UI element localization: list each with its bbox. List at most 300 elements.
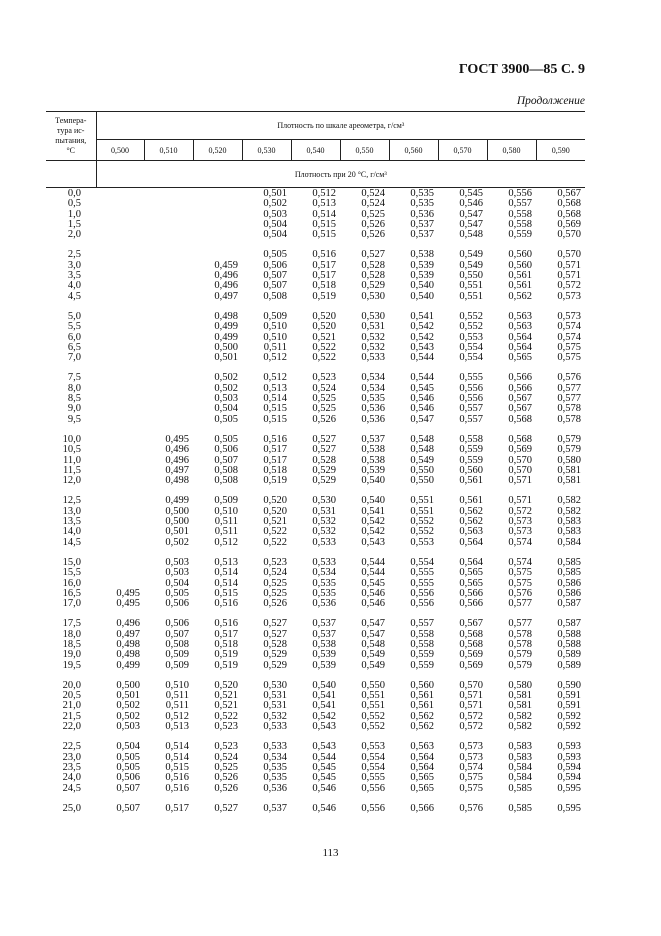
density-cell: 0,540 xyxy=(361,495,385,507)
density-cell: 0,503 xyxy=(165,556,189,568)
density-cell xyxy=(144,189,193,199)
density-cell: 0,568 xyxy=(459,628,483,640)
density-cell: 0,562 xyxy=(459,516,483,528)
density-cell: 0,536 xyxy=(410,208,434,220)
temperature-cell: 24,5 xyxy=(62,782,81,794)
temperature-cell: 2,0 xyxy=(67,229,81,241)
density-cell: 0,502 xyxy=(116,700,140,712)
temperature-cell: 17,5 xyxy=(62,618,81,630)
density-cell: 0,577 xyxy=(508,618,532,630)
density-cell xyxy=(144,343,193,353)
density-cell: 0,576 xyxy=(508,587,532,599)
density-cell: 0,552 xyxy=(361,721,385,733)
density-cell: 0,524 xyxy=(263,567,287,579)
table-row xyxy=(46,722,585,732)
density-cell: 0,582 xyxy=(557,495,581,507)
density-cell: 0,522 xyxy=(263,526,287,538)
density-cell: 0,503 xyxy=(116,721,140,733)
density-cell: 0,508 xyxy=(165,638,189,650)
density-cell: 0,502 xyxy=(263,198,287,210)
density-cell xyxy=(96,415,144,425)
temperature-cell: 1,0 xyxy=(67,208,81,220)
temperature-cell: 16,0 xyxy=(62,577,81,589)
density-cell: 0,551 xyxy=(361,690,385,702)
temperature-cell: 20,5 xyxy=(62,690,81,702)
density-cell: 0,529 xyxy=(361,280,385,292)
density-cell: 0,573 xyxy=(459,751,483,763)
density-cell: 0,518 xyxy=(312,280,336,292)
density-cell: 0,544 xyxy=(410,352,434,364)
temperature-cell: 7,0 xyxy=(67,352,81,364)
density-cell: 0,508 xyxy=(263,290,287,302)
density-cell xyxy=(96,527,144,537)
density-cell: 0,551 xyxy=(459,280,483,292)
density-cell: 0,560 xyxy=(508,249,532,261)
density-cell: 0,515 xyxy=(312,229,336,241)
density-cell: 0,546 xyxy=(312,802,336,814)
density-cell xyxy=(144,415,193,425)
density-cell: 0,499 xyxy=(214,321,238,333)
density-cell: 0,518 xyxy=(263,464,287,476)
density-cell: 0,506 xyxy=(165,618,189,630)
density-cell: 0,566 xyxy=(508,372,532,384)
density-cell: 0,557 xyxy=(459,403,483,415)
density-cell: 0,529 xyxy=(263,659,287,671)
density-cell: 0,545 xyxy=(410,382,434,394)
density-cell: 0,571 xyxy=(557,259,581,271)
density-cell: 0,587 xyxy=(557,618,581,630)
density-cell: 0,509 xyxy=(165,659,189,671)
density-cell: 0,521 xyxy=(214,700,238,712)
density-cell xyxy=(96,538,144,548)
column-header: 0,530 xyxy=(242,140,291,161)
density-cell: 0,535 xyxy=(263,761,287,773)
density-table xyxy=(46,189,585,814)
temperature-cell: 3,5 xyxy=(67,270,81,282)
density-cell: 0,546 xyxy=(410,393,434,405)
density-cell: 0,577 xyxy=(557,393,581,405)
density-cell: 0,568 xyxy=(508,433,532,445)
density-cell: 0,572 xyxy=(459,721,483,733)
density-cell: 0,506 xyxy=(214,444,238,456)
density-cell: 0,557 xyxy=(410,618,434,630)
density-cell: 0,509 xyxy=(214,495,238,507)
density-cell xyxy=(96,445,144,455)
density-cell xyxy=(96,333,144,343)
density-cell: 0,549 xyxy=(361,649,385,661)
density-cell: 0,539 xyxy=(361,464,385,476)
density-cell: 0,552 xyxy=(459,310,483,322)
temperature-cell: 10,0 xyxy=(62,433,81,445)
density-cell: 0,563 xyxy=(410,741,434,753)
density-cell: 0,595 xyxy=(557,802,581,814)
density-cell: 0,532 xyxy=(263,710,287,722)
density-cell xyxy=(96,476,144,486)
column-header: 0,570 xyxy=(438,140,487,161)
density-cell: 0,573 xyxy=(508,516,532,528)
density-cell: 0,535 xyxy=(410,188,434,199)
density-cell: 0,514 xyxy=(214,577,238,589)
density-cell: 0,509 xyxy=(165,649,189,661)
density-cell xyxy=(144,210,193,220)
density-cell: 0,573 xyxy=(508,526,532,538)
density-cell: 0,542 xyxy=(312,710,336,722)
density-cell xyxy=(96,558,144,568)
density-cell xyxy=(96,199,144,209)
density-cell: 0,591 xyxy=(557,690,581,702)
density-cell: 0,556 xyxy=(508,188,532,199)
density-cell: 0,556 xyxy=(410,598,434,610)
column-header: 0,500 xyxy=(96,140,144,161)
density-cell xyxy=(144,220,193,230)
density-cell: 0,592 xyxy=(557,721,581,733)
density-cell: 0,564 xyxy=(410,761,434,773)
density-cell: 0,572 xyxy=(508,505,532,517)
density-cell: 0,545 xyxy=(459,188,483,199)
density-cell: 0,573 xyxy=(557,290,581,302)
density-cell: 0,575 xyxy=(557,352,581,364)
temperature-cell: 13,0 xyxy=(62,505,81,517)
density-cell: 0,523 xyxy=(214,721,238,733)
density-cell: 0,562 xyxy=(508,290,532,302)
density-cell: 0,501 xyxy=(116,690,140,702)
density-cell: 0,504 xyxy=(165,577,189,589)
density-cell: 0,561 xyxy=(459,475,483,487)
density-cell xyxy=(96,210,144,220)
density-cell: 0,532 xyxy=(361,331,385,343)
density-cell xyxy=(144,250,193,260)
density-cell: 0,517 xyxy=(165,802,189,814)
density-cell: 0,569 xyxy=(459,659,483,671)
density-cell xyxy=(144,394,193,404)
density-cell: 0,505 xyxy=(214,413,238,425)
density-cell: 0,567 xyxy=(508,393,532,405)
density-cell: 0,575 xyxy=(459,772,483,784)
density-cell: 0,546 xyxy=(459,198,483,210)
density-cell: 0,546 xyxy=(361,587,385,599)
density-cell: 0,534 xyxy=(312,567,336,579)
density-cell: 0,511 xyxy=(214,516,238,528)
density-cell: 0,528 xyxy=(361,270,385,282)
density-cell xyxy=(96,292,144,302)
density-cell: 0,562 xyxy=(410,710,434,722)
density-cell: 0,560 xyxy=(410,679,434,691)
column-header: 0,550 xyxy=(340,140,389,161)
density-cell xyxy=(96,281,144,291)
density-cell: 0,586 xyxy=(557,587,581,599)
temperature-cell: 6,5 xyxy=(67,341,81,353)
density-cell: 0,585 xyxy=(508,782,532,794)
density-cell: 0,581 xyxy=(508,700,532,712)
density-cell: 0,512 xyxy=(214,536,238,548)
density-cell: 0,537 xyxy=(410,218,434,230)
temperature-cell: 3,0 xyxy=(67,259,81,271)
density-cell xyxy=(96,507,144,517)
density-cell: 0,584 xyxy=(508,772,532,784)
density-at-20-caption: Плотность при 20 °С, г/см³ xyxy=(96,161,585,188)
temperature-cell: 8,5 xyxy=(67,393,81,405)
density-cell: 0,589 xyxy=(557,649,581,661)
density-cell: 0,515 xyxy=(214,587,238,599)
density-cell: 0,561 xyxy=(410,690,434,702)
density-cell: 0,544 xyxy=(361,567,385,579)
density-cell: 0,544 xyxy=(361,556,385,568)
density-cell: 0,524 xyxy=(214,751,238,763)
density-cell: 0,556 xyxy=(459,382,483,394)
temperature-cell: 18,0 xyxy=(62,628,81,640)
density-cell: 0,498 xyxy=(116,638,140,650)
density-cell: 0,524 xyxy=(361,188,385,199)
density-cell xyxy=(96,312,144,322)
density-cell: 0,583 xyxy=(557,526,581,538)
density-cell: 0,593 xyxy=(557,751,581,763)
density-cell: 0,520 xyxy=(312,310,336,322)
density-cell: 0,557 xyxy=(459,413,483,425)
temperature-cell: 24,0 xyxy=(62,772,81,784)
density-cell: 0,516 xyxy=(214,618,238,630)
density-cell: 0,514 xyxy=(312,208,336,220)
stub-line: тура ис- xyxy=(57,126,85,135)
temperature-cell: 14,0 xyxy=(62,526,81,538)
density-cell: 0,538 xyxy=(361,444,385,456)
density-cell: 0,571 xyxy=(508,495,532,507)
density-cell: 0,552 xyxy=(459,321,483,333)
density-cell: 0,504 xyxy=(116,741,140,753)
density-cell: 0,565 xyxy=(410,782,434,794)
density-cell: 0,562 xyxy=(410,721,434,733)
density-cell: 0,517 xyxy=(263,454,287,466)
density-cell: 0,526 xyxy=(361,218,385,230)
density-cell: 0,541 xyxy=(312,700,336,712)
density-cell: 0,543 xyxy=(410,341,434,353)
density-cell: 0,544 xyxy=(410,372,434,384)
density-cell: 0,570 xyxy=(459,679,483,691)
density-cell: 0,541 xyxy=(361,505,385,517)
density-cell: 0,555 xyxy=(410,567,434,579)
density-cell: 0,510 xyxy=(165,679,189,691)
density-cell: 0,537 xyxy=(312,618,336,630)
density-cell: 0,502 xyxy=(214,372,238,384)
density-cell: 0,567 xyxy=(557,188,581,199)
density-cell: 0,558 xyxy=(410,628,434,640)
density-cell: 0,538 xyxy=(312,638,336,650)
density-cell: 0,526 xyxy=(312,413,336,425)
density-cell: 0,517 xyxy=(214,628,238,640)
temperature-cell: 23,5 xyxy=(62,761,81,773)
density-cell: 0,545 xyxy=(312,772,336,784)
density-cell: 0,522 xyxy=(214,710,238,722)
density-cell: 0,556 xyxy=(410,587,434,599)
temperature-cell: 8,0 xyxy=(67,382,81,394)
density-cell: 0,505 xyxy=(116,751,140,763)
density-cell xyxy=(96,373,144,383)
density-cell: 0,528 xyxy=(263,638,287,650)
density-cell: 0,554 xyxy=(459,341,483,353)
density-cell: 0,586 xyxy=(557,577,581,589)
density-cell: 0,574 xyxy=(459,761,483,773)
density-cell: 0,562 xyxy=(459,505,483,517)
density-cell: 0,579 xyxy=(557,444,581,456)
density-cell: 0,530 xyxy=(263,679,287,691)
density-cell: 0,497 xyxy=(214,290,238,302)
density-cell: 0,501 xyxy=(263,188,287,199)
table-row xyxy=(46,445,585,455)
density-cell: 0,555 xyxy=(361,772,385,784)
density-cell xyxy=(144,373,193,383)
density-cell: 0,546 xyxy=(361,598,385,610)
density-cell xyxy=(144,261,193,271)
temperature-cell: 19,0 xyxy=(62,649,81,661)
density-cell: 0,571 xyxy=(459,690,483,702)
density-cell xyxy=(96,568,144,578)
density-cell xyxy=(96,230,144,240)
density-cell: 0,573 xyxy=(557,310,581,322)
table-row xyxy=(46,415,585,425)
density-cell: 0,515 xyxy=(312,218,336,230)
density-cell: 0,510 xyxy=(263,331,287,343)
density-cell: 0,503 xyxy=(165,567,189,579)
density-cell: 0,542 xyxy=(361,516,385,528)
table-row xyxy=(46,353,585,363)
temperature-cell: 12,5 xyxy=(62,495,81,507)
density-cell: 0,517 xyxy=(312,259,336,271)
density-cell: 0,520 xyxy=(214,679,238,691)
density-cell: 0,578 xyxy=(557,413,581,425)
density-cell: 0,510 xyxy=(214,505,238,517)
density-cell: 0,496 xyxy=(116,618,140,630)
density-cell: 0,518 xyxy=(214,638,238,650)
density-cell: 0,513 xyxy=(312,198,336,210)
density-cell: 0,540 xyxy=(312,679,336,691)
density-cell: 0,517 xyxy=(312,270,336,282)
density-cell: 0,534 xyxy=(361,382,385,394)
density-cell: 0,575 xyxy=(459,782,483,794)
density-cell: 0,496 xyxy=(165,454,189,466)
density-cell: 0,573 xyxy=(459,741,483,753)
temperature-cell: 5,5 xyxy=(67,321,81,333)
density-cell: 0,561 xyxy=(459,495,483,507)
density-cell: 0,532 xyxy=(312,516,336,528)
density-cell: 0,551 xyxy=(410,505,434,517)
column-header: 0,590 xyxy=(536,140,585,161)
density-cell: 0,512 xyxy=(312,188,336,199)
density-cell: 0,528 xyxy=(361,259,385,271)
density-cell: 0,583 xyxy=(508,751,532,763)
density-cell: 0,496 xyxy=(214,270,238,282)
density-cell: 0,550 xyxy=(459,270,483,282)
density-cell: 0,527 xyxy=(312,444,336,456)
density-cell: 0,503 xyxy=(263,208,287,220)
density-cell: 0,593 xyxy=(557,741,581,753)
density-cell: 0,565 xyxy=(508,352,532,364)
temperature-cell: 14,5 xyxy=(62,536,81,548)
density-cell: 0,582 xyxy=(508,721,532,733)
table-row xyxy=(46,292,585,302)
density-cell: 0,499 xyxy=(165,495,189,507)
density-cell xyxy=(96,384,144,394)
density-cell: 0,546 xyxy=(312,782,336,794)
column-header: 0,560 xyxy=(389,140,438,161)
density-cell: 0,515 xyxy=(263,403,287,415)
density-cell: 0,514 xyxy=(165,751,189,763)
density-cell: 0,543 xyxy=(312,721,336,733)
density-cell: 0,542 xyxy=(410,331,434,343)
temperature-cell: 21,5 xyxy=(62,710,81,722)
density-cell: 0,513 xyxy=(214,556,238,568)
density-cell: 0,532 xyxy=(361,341,385,353)
density-cell: 0,563 xyxy=(508,321,532,333)
column-header: 0,510 xyxy=(144,140,193,161)
continuation-label: Продолжение xyxy=(516,95,585,107)
density-cell xyxy=(144,384,193,394)
density-cell: 0,529 xyxy=(263,649,287,661)
density-cell: 0,542 xyxy=(361,526,385,538)
density-cell xyxy=(144,199,193,209)
density-cell: 0,500 xyxy=(214,341,238,353)
table-row xyxy=(46,538,585,548)
density-cell xyxy=(96,189,144,199)
density-cell: 0,545 xyxy=(361,577,385,589)
density-cell: 0,537 xyxy=(312,628,336,640)
density-cell: 0,507 xyxy=(116,782,140,794)
density-cell: 0,520 xyxy=(263,505,287,517)
temperature-stub-header xyxy=(46,112,96,161)
density-cell: 0,500 xyxy=(165,516,189,528)
density-cell: 0,574 xyxy=(557,331,581,343)
density-cell: 0,520 xyxy=(312,321,336,333)
density-cell: 0,572 xyxy=(557,280,581,292)
density-cell: 0,548 xyxy=(361,638,385,650)
density-cell: 0,585 xyxy=(508,802,532,814)
table-row xyxy=(46,599,585,609)
density-cell: 0,579 xyxy=(508,659,532,671)
density-cell: 0,533 xyxy=(312,556,336,568)
density-cell: 0,506 xyxy=(263,259,287,271)
temperature-cell: 0,0 xyxy=(67,188,81,199)
temperature-cell: 11,0 xyxy=(63,454,81,466)
density-cell: 0,555 xyxy=(459,372,483,384)
density-cell: 0,578 xyxy=(557,403,581,415)
temperature-cell: 21,0 xyxy=(62,700,81,712)
density-cell: 0,583 xyxy=(557,516,581,528)
density-cell: 0,558 xyxy=(508,218,532,230)
density-cell: 0,546 xyxy=(410,403,434,415)
density-cell xyxy=(96,261,144,271)
density-cell: 0,566 xyxy=(459,587,483,599)
density-cell: 0,584 xyxy=(557,536,581,548)
density-cell: 0,574 xyxy=(508,536,532,548)
density-cell xyxy=(193,199,242,209)
temperature-cell: 4,0 xyxy=(67,280,81,292)
density-cell: 0,528 xyxy=(312,454,336,466)
stub-line: °С xyxy=(66,146,76,155)
density-cell: 0,547 xyxy=(361,618,385,630)
density-cell: 0,513 xyxy=(165,721,189,733)
column-header: 0,540 xyxy=(291,140,340,161)
density-cell xyxy=(96,466,144,476)
density-cell: 0,527 xyxy=(263,618,287,630)
density-cell xyxy=(96,343,144,353)
density-cell: 0,568 xyxy=(508,413,532,425)
density-cell: 0,558 xyxy=(410,638,434,650)
density-cell: 0,503 xyxy=(214,393,238,405)
density-cell: 0,516 xyxy=(165,782,189,794)
density-cell xyxy=(193,189,242,199)
temperature-cell: 15,5 xyxy=(62,567,81,579)
density-cell: 0,519 xyxy=(312,290,336,302)
density-cell: 0,495 xyxy=(116,598,140,610)
density-cell: 0,559 xyxy=(459,444,483,456)
